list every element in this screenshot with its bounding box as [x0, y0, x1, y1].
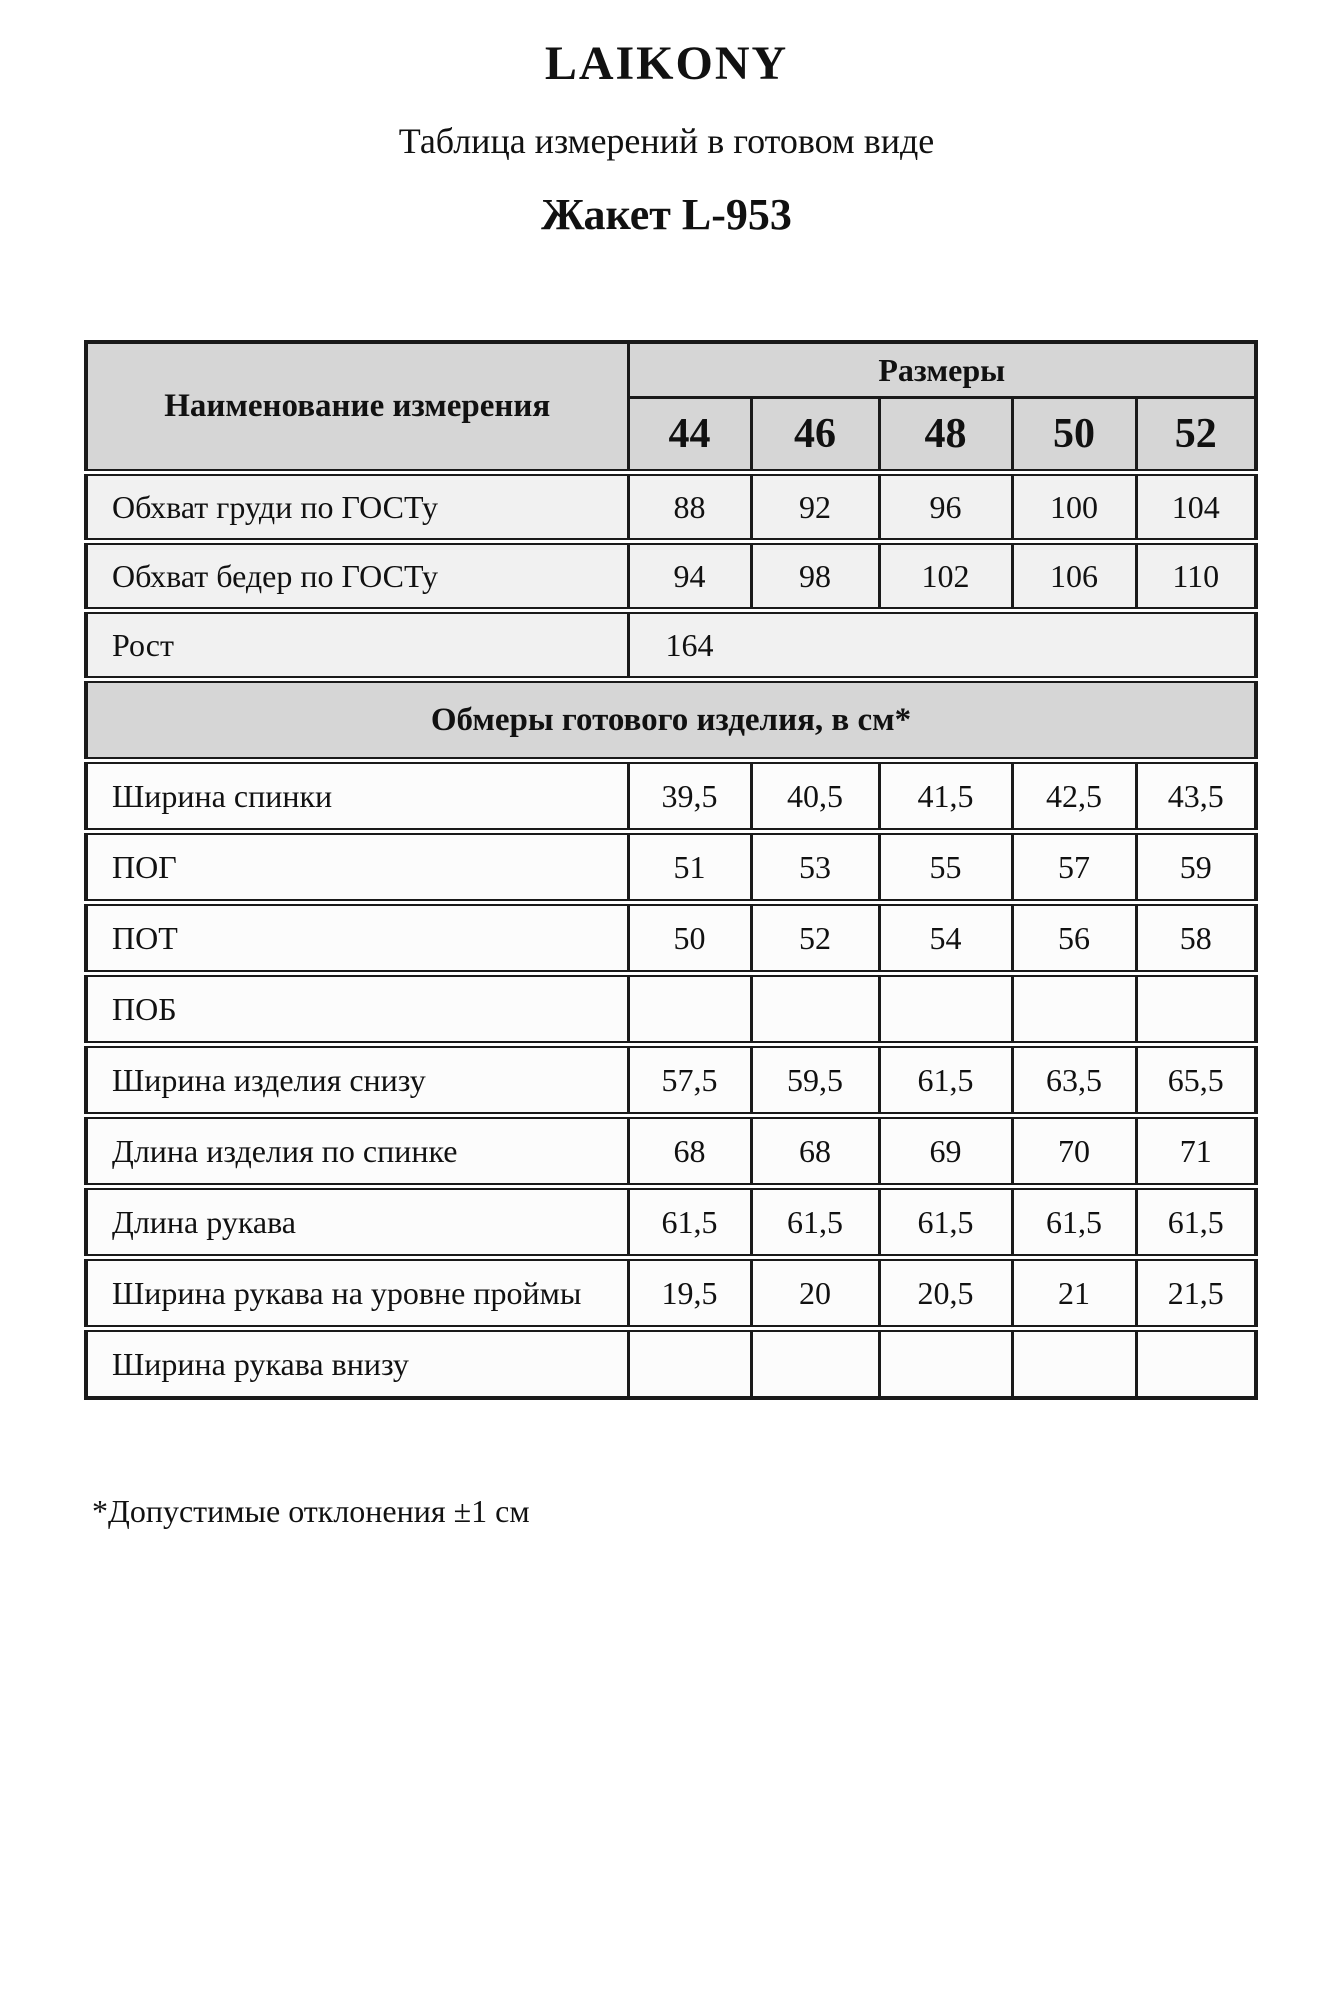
cell-value: 40,5 — [751, 761, 879, 832]
cell-value — [1012, 974, 1136, 1045]
table-row-height — [86, 611, 1256, 680]
size-column-46: 46 — [751, 398, 879, 473]
cell-value: 58 — [1136, 903, 1256, 974]
size-column-48: 48 — [879, 398, 1012, 473]
brand-title: LAIKONY — [544, 37, 789, 90]
cell-value: 53 — [751, 832, 879, 903]
column-header-sizes: Размеры — [628, 342, 1256, 398]
product-title: Жакет L-953 — [541, 190, 792, 239]
cell-value: 71 — [1136, 1116, 1256, 1187]
cell-value: 19,5 — [628, 1258, 751, 1329]
cell-value: 41,5 — [879, 761, 1012, 832]
cell-value — [879, 974, 1012, 1045]
size-table — [84, 340, 1258, 1400]
cell-value — [751, 974, 879, 1045]
table-header-row-sizes-title — [86, 342, 1256, 398]
size-column-44: 44 — [628, 398, 751, 473]
cell-value: 20,5 — [879, 1258, 1012, 1329]
cell-value: 92 — [751, 473, 879, 542]
table-row-sleeve-width-bottom — [86, 1329, 1256, 1399]
cell-value — [879, 1329, 1012, 1399]
table-row-pob — [86, 974, 1256, 1045]
cell-value: 110 — [1136, 542, 1256, 611]
cell-value: 94 — [628, 542, 751, 611]
cell-value: 61,5 — [879, 1045, 1012, 1116]
row-label: Ширина спинки — [86, 761, 628, 832]
cell-value: 69 — [879, 1116, 1012, 1187]
cell-value: 106 — [1012, 542, 1136, 611]
table-row-sleeve-width-armhole — [86, 1258, 1256, 1329]
cell-value: 88 — [628, 473, 751, 542]
cell-value: 20 — [751, 1258, 879, 1329]
table-section-header-row — [86, 680, 1256, 761]
table-row-sleeve-length — [86, 1187, 1256, 1258]
table-row-pog — [86, 832, 1256, 903]
cell-value: 39,5 — [628, 761, 751, 832]
cell-value: 100 — [1012, 473, 1136, 542]
cell-value — [1012, 1329, 1136, 1399]
row-label: Длина рукава — [86, 1187, 628, 1258]
cell-value: 43,5 — [1136, 761, 1256, 832]
cell-value — [1136, 974, 1256, 1045]
row-label: ПОТ — [86, 903, 628, 974]
table-row-back-length — [86, 1116, 1256, 1187]
cell-value: 57,5 — [628, 1045, 751, 1116]
cell-value: 61,5 — [1136, 1187, 1256, 1258]
cell-value: 55 — [879, 832, 1012, 903]
cell-value: 52 — [751, 903, 879, 974]
cell-value — [628, 974, 751, 1045]
cell-value: 59 — [1136, 832, 1256, 903]
cell-value: 68 — [751, 1116, 879, 1187]
table-row-bottom-width — [86, 1045, 1256, 1116]
row-label: ПОБ — [86, 974, 628, 1045]
cell-value: 61,5 — [1012, 1187, 1136, 1258]
cell-value: 61,5 — [751, 1187, 879, 1258]
row-label: Рост — [86, 611, 628, 680]
row-label: Длина изделия по спинке — [86, 1116, 628, 1187]
cell-value: 98 — [751, 542, 879, 611]
cell-value: 21,5 — [1136, 1258, 1256, 1329]
table-row-chest-girth — [86, 473, 1256, 542]
row-label: Ширина рукава внизу — [86, 1329, 628, 1399]
table-row-back-width — [86, 761, 1256, 832]
cell-value: 102 — [879, 542, 1012, 611]
cell-value: 70 — [1012, 1116, 1136, 1187]
row-label: Ширина рукава на уровне проймы — [86, 1258, 628, 1329]
cell-value — [628, 1329, 751, 1399]
cell-value-height: 164 — [628, 611, 1256, 680]
cell-value: 42,5 — [1012, 761, 1136, 832]
table-row-pot — [86, 903, 1256, 974]
table-row-hip-girth — [86, 542, 1256, 611]
cell-value: 63,5 — [1012, 1045, 1136, 1116]
row-label: Обхват бедер по ГОСТу — [86, 542, 628, 611]
cell-value: 104 — [1136, 473, 1256, 542]
row-label: ПОГ — [86, 832, 628, 903]
cell-value: 61,5 — [879, 1187, 1012, 1258]
cell-value — [1136, 1329, 1256, 1399]
document-subtitle: Таблица измерений в готовом виде — [398, 121, 935, 161]
section-header: Обмеры готового изделия, в см* — [86, 680, 1256, 761]
cell-value: 68 — [628, 1116, 751, 1187]
cell-value: 65,5 — [1136, 1045, 1256, 1116]
cell-value: 51 — [628, 832, 751, 903]
size-column-50: 50 — [1012, 398, 1136, 473]
row-label: Обхват груди по ГОСТу — [86, 473, 628, 542]
cell-value: 57 — [1012, 832, 1136, 903]
cell-value: 96 — [879, 473, 1012, 542]
cell-value: 50 — [628, 903, 751, 974]
cell-value: 21 — [1012, 1258, 1136, 1329]
cell-value: 61,5 — [628, 1187, 751, 1258]
size-column-52: 52 — [1136, 398, 1256, 473]
cell-value: 56 — [1012, 903, 1136, 974]
column-header-measurement-name: Наименование измерения — [86, 342, 628, 473]
row-label: Ширина изделия снизу — [86, 1045, 628, 1116]
cell-value: 59,5 — [751, 1045, 879, 1116]
cell-value — [751, 1329, 879, 1399]
footnote: *Допустимые отклонения ±1 см — [92, 1493, 530, 1529]
cell-value: 54 — [879, 903, 1012, 974]
